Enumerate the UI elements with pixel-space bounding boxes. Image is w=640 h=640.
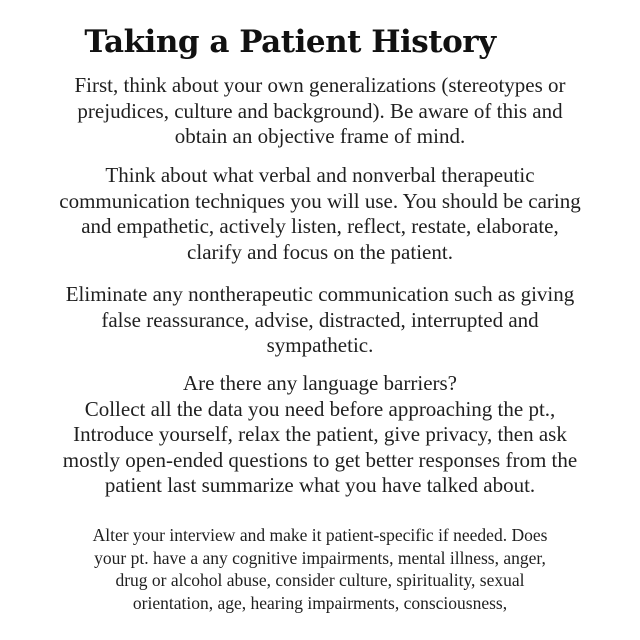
text-line: First, think about your own generalizations (stereotypes or — [74, 73, 566, 97]
text-line: prejudices, culture and background). Be aware of this and — [77, 98, 563, 123]
text-line: Eliminate any nontherapeutic communication such as giving — [65, 282, 575, 306]
text-line: orientation, age, hearing impairments, consciousness, — [132, 592, 508, 613]
text-line: Are there any language barriers? — [182, 371, 457, 395]
text-line: drug or alcohol abuse, consider culture, spirituality, sexual — [115, 570, 525, 590]
text-line: sympathetic. — [266, 333, 374, 357]
text-line: Introduce yourself, relax the patient, give privacy, then ask — [73, 422, 567, 446]
text-line: obtain an objective frame of mind. — [174, 124, 466, 148]
text-line: patient last summarize what you have talked about. — [104, 473, 536, 497]
text-line: mostly open-ended questions to get better responses from the — [62, 447, 578, 472]
page-title: Taking a Patient History — [84, 24, 496, 60]
paragraph-patient-specific — [0, 524, 640, 614]
paragraph-nontherapeutic — [0, 282, 640, 359]
paragraph-data-collection — [0, 371, 640, 499]
text-line: Alter your interview and make it patient-specific if needed. Does — [92, 525, 548, 545]
paragraph-communication-techniques — [0, 163, 640, 265]
text-line: and empathetic, actively listen, reflect, restate, elaborate, — [81, 214, 559, 238]
text-line: clarify and focus on the patient. — [187, 239, 453, 264]
text-line: false reassurance, advise, distracted, interrupted and — [101, 307, 539, 332]
paragraph-self-awareness — [0, 73, 640, 150]
text-line: your pt. have a any cognitive impairments, mental illness, anger, — [94, 547, 546, 568]
text-line: communication techniques you will use. You should be caring — [59, 188, 581, 213]
text-line: Collect all the data you need before approaching the pt., — [84, 396, 556, 421]
text-line: Think about what verbal and nonverbal therapeutic — [105, 163, 535, 187]
